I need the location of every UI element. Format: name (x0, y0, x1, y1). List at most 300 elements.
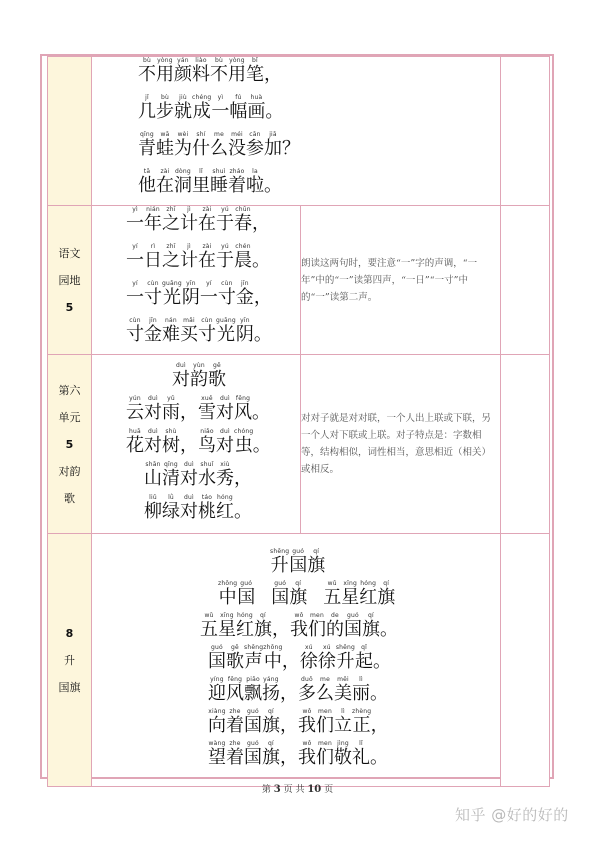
hanzi-with-pinyin: 一yí (199, 280, 218, 308)
punctuation: ， (280, 683, 298, 704)
hanzi-with-pinyin: 绿lǜ (162, 493, 180, 522)
hanzi-with-pinyin: 我wǒ (290, 612, 308, 640)
pinyin: jiù (174, 94, 192, 101)
pinyin: yú (216, 206, 234, 213)
poem-line (92, 395, 300, 424)
pinyin: wǒ (290, 612, 308, 619)
pinyin: zhèng (352, 708, 372, 715)
pinyin: zhe (226, 708, 244, 715)
hanzi-with-pinyin: 金jīn (235, 280, 254, 308)
hanzi-with-pinyin: 参cān (246, 131, 264, 159)
poem-line (92, 317, 300, 346)
pinyin: duì (172, 361, 190, 369)
hanzi-with-pinyin: 飘piāo (244, 676, 262, 704)
hanzi-with-pinyin: 一yí (126, 243, 144, 271)
pinyin: guāng (162, 280, 182, 287)
pinyin: xú (317, 644, 336, 651)
watermark: 知乎 @好的好的 (455, 806, 569, 824)
table-row (48, 355, 550, 534)
pinyin: lǐ (192, 168, 210, 175)
pinyin: zhe (226, 740, 244, 747)
hanzi-with-pinyin: 对duì (144, 394, 162, 423)
hanzi-with-pinyin: 国guó (289, 548, 308, 576)
hanzi-with-pinyin: 望wàng (208, 740, 226, 768)
hanzi-with-pinyin: 国guó (271, 580, 290, 608)
hanzi-with-pinyin: 五wǔ (323, 580, 342, 608)
edge-cell (501, 57, 550, 206)
pinyin: yí (199, 280, 218, 287)
pinyin: xiù (216, 460, 234, 468)
poem-line (92, 612, 500, 641)
pinyin: yòng (156, 57, 174, 64)
lesson-cell (48, 57, 92, 206)
punctuation: 。 (370, 683, 388, 704)
pinyin: yí (126, 280, 144, 287)
hanzi-with-pinyin: 敬jìng (334, 740, 352, 768)
hanzi-with-pinyin: 阴yīn (235, 317, 254, 345)
lesson-label: 5 (65, 300, 74, 314)
text-cell (92, 534, 501, 787)
poem-line (92, 494, 300, 523)
hanzi-with-pinyin: 立lì (334, 708, 352, 736)
hanzi-with-pinyin: 计jì (180, 206, 198, 234)
pinyin: lǐ (352, 740, 370, 747)
pinyin: jīn (144, 317, 162, 324)
pinyin: bù (156, 94, 174, 101)
hanzi-with-pinyin: 光guāng (216, 317, 236, 345)
punctuation: 。 (265, 101, 284, 122)
hanzi-with-pinyin: 丽lì (352, 676, 370, 704)
hanzi-with-pinyin: 旗qí (377, 580, 396, 608)
lesson-cell (48, 355, 92, 534)
pinyin: chén (234, 243, 252, 250)
hanzi-with-pinyin: 于yú (216, 243, 234, 271)
pinyin: wǒ (298, 740, 316, 747)
edge-cell (501, 534, 550, 787)
pinyin: bù (138, 57, 156, 64)
hanzi-with-pinyin: 幅fú (229, 94, 248, 122)
pinyin: wèi (174, 131, 192, 138)
pinyin: chóng (234, 427, 254, 435)
pinyin: yùn (190, 361, 208, 369)
punctuation: ， (281, 651, 300, 672)
hanzi-with-pinyin: 的de (326, 612, 344, 640)
pinyin: shuì (210, 168, 228, 175)
poem-line (92, 461, 300, 490)
hanzi-with-pinyin: 在zài (198, 243, 216, 271)
pinyin: zhōng (218, 580, 238, 587)
hanzi-with-pinyin: 不bù (210, 57, 228, 85)
lesson-label: 升 (64, 653, 75, 667)
punctuation: ， (280, 715, 298, 736)
hanzi-with-pinyin: 就jiù (174, 94, 192, 122)
hanzi-with-pinyin: 啦la (246, 168, 264, 196)
hanzi-with-pinyin: 对duì (180, 493, 198, 522)
pinyin: de (326, 612, 344, 619)
poem-line (92, 243, 300, 272)
poem-line (92, 362, 300, 391)
pinyin: qǐ (355, 644, 374, 651)
hanzi-with-pinyin: 歌gē (208, 361, 226, 390)
hanzi-with-pinyin: 于yú (216, 206, 234, 234)
hanzi-with-pinyin: 对duì (216, 394, 234, 423)
pinyin: guó (244, 708, 262, 715)
text-cell (92, 206, 301, 355)
pinyin: měi (334, 676, 352, 683)
pinyin: yǔ (162, 394, 180, 402)
hanzi-with-pinyin: 起qǐ (355, 644, 374, 672)
pinyin: duì (216, 427, 234, 435)
pinyin: wàng (208, 740, 226, 747)
hanzi-with-pinyin: 金jīn (144, 317, 162, 345)
pinyin: cùn (126, 317, 144, 324)
pinyin: zhī (162, 243, 180, 250)
hanzi-with-pinyin: 们men (316, 740, 334, 768)
hanzi-with-pinyin: 礼lǐ (352, 740, 370, 768)
pinyin: yún (126, 394, 144, 402)
poem-line (92, 168, 500, 197)
hanzi-with-pinyin: 成chéng (192, 94, 212, 122)
pinyin: hóng (236, 612, 254, 619)
pinyin: guó (237, 580, 256, 587)
table-row (48, 534, 550, 787)
pinyin: bù (210, 57, 228, 64)
pinyin: qīng (138, 131, 156, 138)
pinyin: chūn (234, 206, 252, 213)
hanzi-with-pinyin: 风fēng (234, 394, 252, 423)
hanzi-with-pinyin: 徐xú (317, 644, 336, 672)
pinyin: shuǐ (198, 460, 216, 468)
hanzi-with-pinyin: 步bù (156, 94, 174, 122)
pinyin: duì (144, 427, 162, 435)
table-row (48, 206, 550, 355)
hanzi-with-pinyin: 桃táo (198, 493, 216, 522)
poem-line (92, 94, 500, 123)
pinyin: guāng (216, 317, 236, 324)
table-row (48, 57, 550, 206)
pinyin: shēng (244, 644, 264, 651)
pinyin: huā (126, 427, 144, 435)
hanzi-with-pinyin: 青qīng (138, 131, 156, 159)
hanzi-with-pinyin: 徐xú (299, 644, 318, 672)
pinyin: duō (298, 676, 316, 683)
poem-line (92, 548, 500, 577)
pinyin: bǐ (246, 57, 264, 64)
punctuation: 。 (234, 500, 252, 522)
pinyin: fēng (226, 676, 244, 683)
poem-line (92, 206, 300, 235)
hanzi-with-pinyin: 画huà (247, 94, 266, 122)
pinyin: shù (162, 427, 180, 435)
punctuation: ， (272, 619, 290, 640)
poem-line (92, 131, 500, 160)
hanzi-with-pinyin: 用yòng (156, 57, 174, 85)
pinyin: fēng (234, 394, 252, 402)
hanzi-with-pinyin: 睡shuì (210, 168, 228, 196)
poem-line (92, 740, 500, 769)
pinyin: yí (126, 243, 144, 250)
hanzi-with-pinyin: 旗qí (254, 612, 272, 640)
pinyin: duì (144, 394, 162, 402)
hanzi-with-pinyin: 我wǒ (298, 740, 316, 768)
lesson-label: 第六 (58, 383, 81, 397)
pinyin: yì (211, 94, 230, 101)
pinyin: cùn (144, 280, 162, 287)
hanzi-with-pinyin: 中zhōng (218, 580, 238, 608)
hanzi-with-pinyin: 迎yíng (208, 676, 226, 704)
hanzi-with-pinyin: 么me (210, 131, 228, 159)
hanzi-with-pinyin: 着zhe (226, 740, 244, 768)
pinyin: guó (289, 548, 308, 555)
lesson-label: 8 (65, 626, 74, 640)
punctuation: ， (180, 401, 198, 423)
punctuation: ， (264, 64, 282, 85)
lesson-label: 园地 (58, 273, 81, 287)
pinyin: yíng (208, 676, 226, 683)
pinyin: yīn (235, 317, 254, 324)
hanzi-with-pinyin: 正zhèng (352, 708, 372, 736)
hanzi-with-pinyin: 五wǔ (200, 612, 218, 640)
hanzi-with-pinyin: 向xiàng (208, 708, 226, 736)
pinyin: chéng (192, 94, 212, 101)
hanzi-with-pinyin: 韵yùn (190, 361, 208, 390)
poem-line (92, 428, 300, 457)
hanzi-with-pinyin: 加jiā (264, 131, 282, 159)
hanzi-with-pinyin: 歌gē (226, 644, 244, 672)
hanzi-with-pinyin: 风fēng (226, 676, 244, 704)
pinyin: hóng (216, 493, 234, 501)
pinyin: zài (198, 206, 216, 213)
hanzi-with-pinyin: 一yí (126, 280, 144, 308)
pinyin: lì (352, 676, 370, 683)
hanzi-with-pinyin: 红hóng (359, 580, 378, 608)
hanzi-with-pinyin: 一yì (126, 206, 144, 234)
pinyin: la (246, 168, 264, 175)
punctuation: 。 (252, 401, 270, 423)
hanzi-with-pinyin: 们men (308, 612, 326, 640)
punctuation: 。 (253, 324, 272, 345)
punctuation: ， (280, 747, 298, 768)
pinyin: niǎo (198, 427, 216, 435)
hanzi-with-pinyin: 用yòng (228, 57, 246, 85)
hanzi-with-pinyin: 笔bǐ (246, 57, 264, 85)
hanzi-with-pinyin: 在zài (198, 206, 216, 234)
pinyin: qí (377, 580, 396, 587)
footer-mid: 页 共 (283, 785, 305, 795)
pinyin: lì (334, 708, 352, 715)
pinyin: yú (216, 243, 234, 250)
hanzi-with-pinyin: 多duō (298, 676, 316, 704)
hanzi-with-pinyin: 寸cùn (198, 317, 216, 345)
pinyin: guó (271, 580, 290, 587)
hanzi-with-pinyin: 难nán (162, 317, 180, 345)
pinyin: duì (180, 460, 198, 468)
pinyin: zài (156, 168, 174, 175)
pinyin: jīn (235, 280, 254, 287)
hanzi-with-pinyin: 国guó (244, 740, 262, 768)
note-cell: 对对子就是对对联，一个人出上联或下联，另一个人对下联或上联。对子特点是：字数相等，结构相似，词性相当，意思相近（相关）或相反。 (301, 355, 501, 534)
hanzi-with-pinyin: 旗qí (289, 580, 308, 608)
hanzi-with-pinyin: 蛙wā (156, 131, 174, 159)
hanzi-with-pinyin: 旗qí (362, 612, 380, 640)
hanzi-with-pinyin: 花huā (126, 427, 144, 456)
footer-pre: 第 (261, 785, 271, 795)
pinyin: jǐ (138, 94, 156, 101)
hanzi-with-pinyin: 年nián (144, 206, 162, 234)
pinyin: wǔ (200, 612, 218, 619)
text-cell (92, 355, 301, 534)
hanzi-with-pinyin: 旗qí (307, 548, 326, 576)
punctuation: ， (180, 434, 198, 456)
pinyin: men (316, 708, 334, 715)
punctuation: ， (253, 287, 272, 308)
hanzi-with-pinyin: 寸cùn (217, 280, 236, 308)
hanzi-with-pinyin: 雪xuě (198, 394, 216, 423)
hanzi-with-pinyin: 扬yáng (262, 676, 280, 704)
pinyin: men (316, 740, 334, 747)
pinyin: lǜ (162, 493, 180, 501)
pinyin: gē (226, 644, 244, 651)
hanzi-with-pinyin: 国guó (244, 708, 262, 736)
pinyin: me (316, 676, 334, 683)
pinyin: qīng (162, 460, 180, 468)
lesson-label: 5 (65, 437, 74, 451)
hanzi-with-pinyin: 们men (316, 708, 334, 736)
hanzi-with-pinyin: 为wèi (174, 131, 192, 159)
hanzi-with-pinyin: 里lǐ (192, 168, 210, 196)
pinyin: liào (192, 57, 210, 64)
lesson-label: 国旗 (58, 680, 81, 694)
poem-line (92, 57, 500, 86)
poem-line (92, 580, 500, 609)
pinyin: men (308, 612, 326, 619)
poem-line (92, 644, 500, 673)
pinyin: qí (254, 612, 272, 619)
punctuation: ， (252, 213, 270, 234)
hanzi-with-pinyin: 颜yán (174, 57, 192, 85)
hanzi-with-pinyin: 对duì (180, 460, 198, 489)
hanzi-with-pinyin: 虫chóng (234, 427, 254, 456)
hanzi-with-pinyin: 云yún (126, 394, 144, 423)
edge-cell (501, 206, 550, 355)
pinyin: zhī (162, 206, 180, 213)
hanzi-with-pinyin: 秀xiù (216, 460, 234, 489)
pinyin: jìng (334, 740, 352, 747)
footer-total-pages: 10 (307, 784, 322, 795)
pinyin: xiàng (208, 708, 226, 715)
pinyin: mǎi (180, 317, 198, 324)
pinyin: yòng (228, 57, 246, 64)
pinyin: nán (162, 317, 180, 324)
pinyin: guó (208, 644, 226, 651)
pinyin: xuě (198, 394, 216, 402)
pinyin: zhōng (263, 644, 283, 651)
pinyin: xīng (341, 580, 360, 587)
hanzi-with-pinyin: 鸟niǎo (198, 427, 216, 456)
hanzi-with-pinyin: 一yì (211, 94, 230, 122)
pinyin: nián (144, 206, 162, 213)
pinyin: jì (180, 206, 198, 213)
lesson-label: 对韵 (58, 464, 81, 478)
hanzi-with-pinyin: 买mǎi (180, 317, 198, 345)
footer-post: 页 (324, 785, 334, 795)
punctuation: ， (234, 467, 252, 489)
poem-line (92, 280, 300, 309)
hanzi-with-pinyin: 几jǐ (138, 94, 156, 122)
hanzi-with-pinyin: 之zhī (162, 243, 180, 271)
pinyin: jiā (264, 131, 282, 138)
hanzi-with-pinyin: 阴yīn (181, 280, 200, 308)
hanzi-with-pinyin: 么me (316, 676, 334, 704)
pinyin: qí (262, 708, 280, 715)
hanzi-with-pinyin: 着zháo (228, 168, 246, 196)
hanzi-with-pinyin: 晨chén (234, 243, 252, 271)
hanzi-with-pinyin: 声shēng (244, 644, 264, 672)
hanzi-with-pinyin: 我wǒ (298, 708, 316, 736)
pinyin: liǔ (144, 493, 162, 501)
pinyin: rì (144, 243, 162, 250)
hanzi-with-pinyin: 中zhōng (263, 644, 283, 672)
poem-line (92, 676, 500, 705)
pinyin: yáng (262, 676, 280, 683)
pinyin: guó (244, 740, 262, 747)
edge-cell (501, 355, 550, 534)
text-cell (92, 57, 501, 206)
pinyin: shān (144, 460, 162, 468)
punctuation: 。 (252, 250, 270, 271)
hanzi-with-pinyin: 日rì (144, 243, 162, 271)
hanzi-with-pinyin: 没méi (228, 131, 246, 159)
pinyin: cùn (198, 317, 216, 324)
pinyin: guó (344, 612, 362, 619)
poem-line (92, 708, 500, 737)
punctuation: ， (370, 715, 389, 736)
hanzi-with-pinyin: 升shēng (335, 644, 356, 672)
hanzi-with-pinyin: 对duì (172, 361, 190, 390)
lesson-cell (48, 534, 92, 787)
lesson-cell (48, 206, 92, 355)
pinyin: duì (216, 394, 234, 402)
pinyin: xú (299, 644, 318, 651)
hanzi-with-pinyin: 国guó (237, 580, 256, 608)
punctuation: ？ (282, 138, 300, 159)
pinyin: jì (180, 243, 198, 250)
hanzi-with-pinyin: 清qīng (162, 460, 180, 489)
pinyin: wǒ (298, 708, 316, 715)
pinyin: yīn (181, 280, 200, 287)
pinyin: wā (156, 131, 174, 138)
punctuation: 。 (264, 175, 282, 196)
note-cell: 朗读这两句时，要注意“一”字的声调，“一年”中的“一”读第四声，“一日”“一寸”中的“一”读第二声。 (301, 206, 501, 355)
pinyin: hóng (359, 580, 378, 587)
pinyin: qí (362, 612, 380, 619)
punctuation: 。 (370, 747, 388, 768)
pinyin: duì (180, 493, 198, 501)
lesson-label: 单元 (58, 410, 81, 424)
pinyin: qí (307, 548, 326, 555)
pinyin: fú (229, 94, 248, 101)
pinyin: dòng (174, 168, 192, 175)
pinyin: qí (262, 740, 280, 747)
hanzi-with-pinyin: 之zhī (162, 206, 180, 234)
pinyin: piāo (244, 676, 262, 683)
pinyin: me (210, 131, 228, 138)
hanzi-with-pinyin: 料liào (192, 57, 210, 85)
hanzi-with-pinyin: 美měi (334, 676, 352, 704)
lesson-label: 语文 (58, 246, 81, 260)
hanzi-with-pinyin: 红hóng (236, 612, 254, 640)
hanzi-with-pinyin: 对duì (216, 427, 234, 456)
